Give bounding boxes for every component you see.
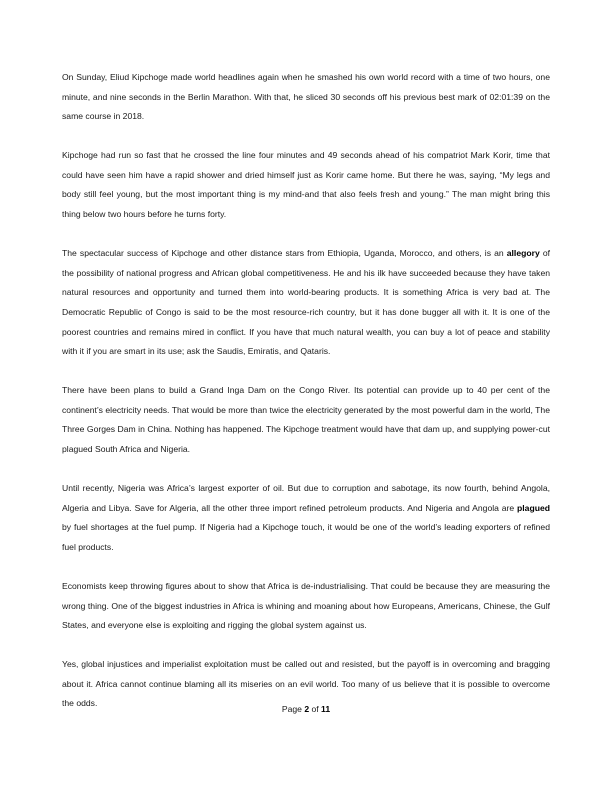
text-run: by fuel shortages at the fuel pump. If Nigeria had a Kipchoge touch, it would be one of the world’s leading exporters of refined fuel products. [62, 522, 550, 552]
paragraph: Yes, global injustices and imperialist exploitation must be called out and resisted, but the payoff is in overcoming and bragging about it. Africa cannot continue blaming all its miseries on an evil world. Too many of us believe that it is possible to overcome the odds. [62, 659, 550, 709]
paragraph: On Sunday, Eliud Kipchoge made world headlines again when he smashed his own world record with a time of two hours, one minute, and nine seconds in the Berlin Marathon. With that, he sliced 30 seconds off his previous best mark of 02:01:39 on the same course in 2018. [62, 72, 550, 122]
page-footer [0, 704, 612, 714]
paragraph [62, 244, 550, 362]
page-label: Page [281, 704, 305, 714]
bold-term: plagued [517, 502, 550, 513]
document-body [62, 68, 550, 734]
of-label: of [309, 704, 322, 714]
paragraph [62, 479, 550, 557]
paragraph: Economists keep throwing figures about to show that Africa is de-industrialising. That could be because they are measuring the wrong thing. One of the biggest industries in Africa is whining and moaning about how Europeans, Americans, Chinese, the Gulf States, and everyone else is exploiting and rigging the global system against us. [62, 580, 550, 631]
text-run: of the possibility of national progress and African global competitiveness. He and his ilk have succeeded because they have taken natural resources and opportunity and turned them into world-bearing products. It is something Africa is very bad at. The Democratic Republic of Congo is said to be the most resource-rich country, but it has done bugger all with it. It is one of the poorest countries and remains mired in conflict. If you have that much natural wealth, you can buy a lot of peace and stability with it if you are smart in its use; ask the Saudis, Emiratis, and Qataris. [62, 248, 550, 357]
text-run: The spectacular success of Kipchoge and other distance stars from Ethiopia, Uganda, Morocco, and others, is an [62, 248, 507, 259]
text-run: Until recently, Nigeria was Africa’s largest exporter of oil. But due to corruption and sabotage, its now fourth, behind Angola, Algeria and Libya. Save for Algeria, all the other three import refined petroleum products. And Nigeria and Angola are [62, 483, 550, 513]
paragraph: Kipchoge had run so fast that he crossed the line four minutes and 49 seconds ahead of his compatriot Mark Korir, time that could have seen him have a rapid shower and dried himself just as Korir came home. But there he was, saying, “My legs and body still feel young, but the most important thing is my mind-and that also feels fresh and young.” The man might bring this thing below two hours before he turns forty. [62, 150, 550, 220]
paragraph: There have been plans to build a Grand Inga Dam on the Congo River. Its potential can provide up to 40 per cent of the continent’s electricity needs. That would be more than twice the electricity generated by the most powerful dam in the world, The Three Gorges Dam in China. Nothing has happened. The Kipchoge treatment would have that dam up, and supplying power-cut plagued South Africa and Nigeria. [62, 385, 550, 454]
current-page: 2 [304, 704, 310, 714]
bold-term: allegory [506, 248, 540, 259]
total-pages: 11 [321, 704, 331, 714]
